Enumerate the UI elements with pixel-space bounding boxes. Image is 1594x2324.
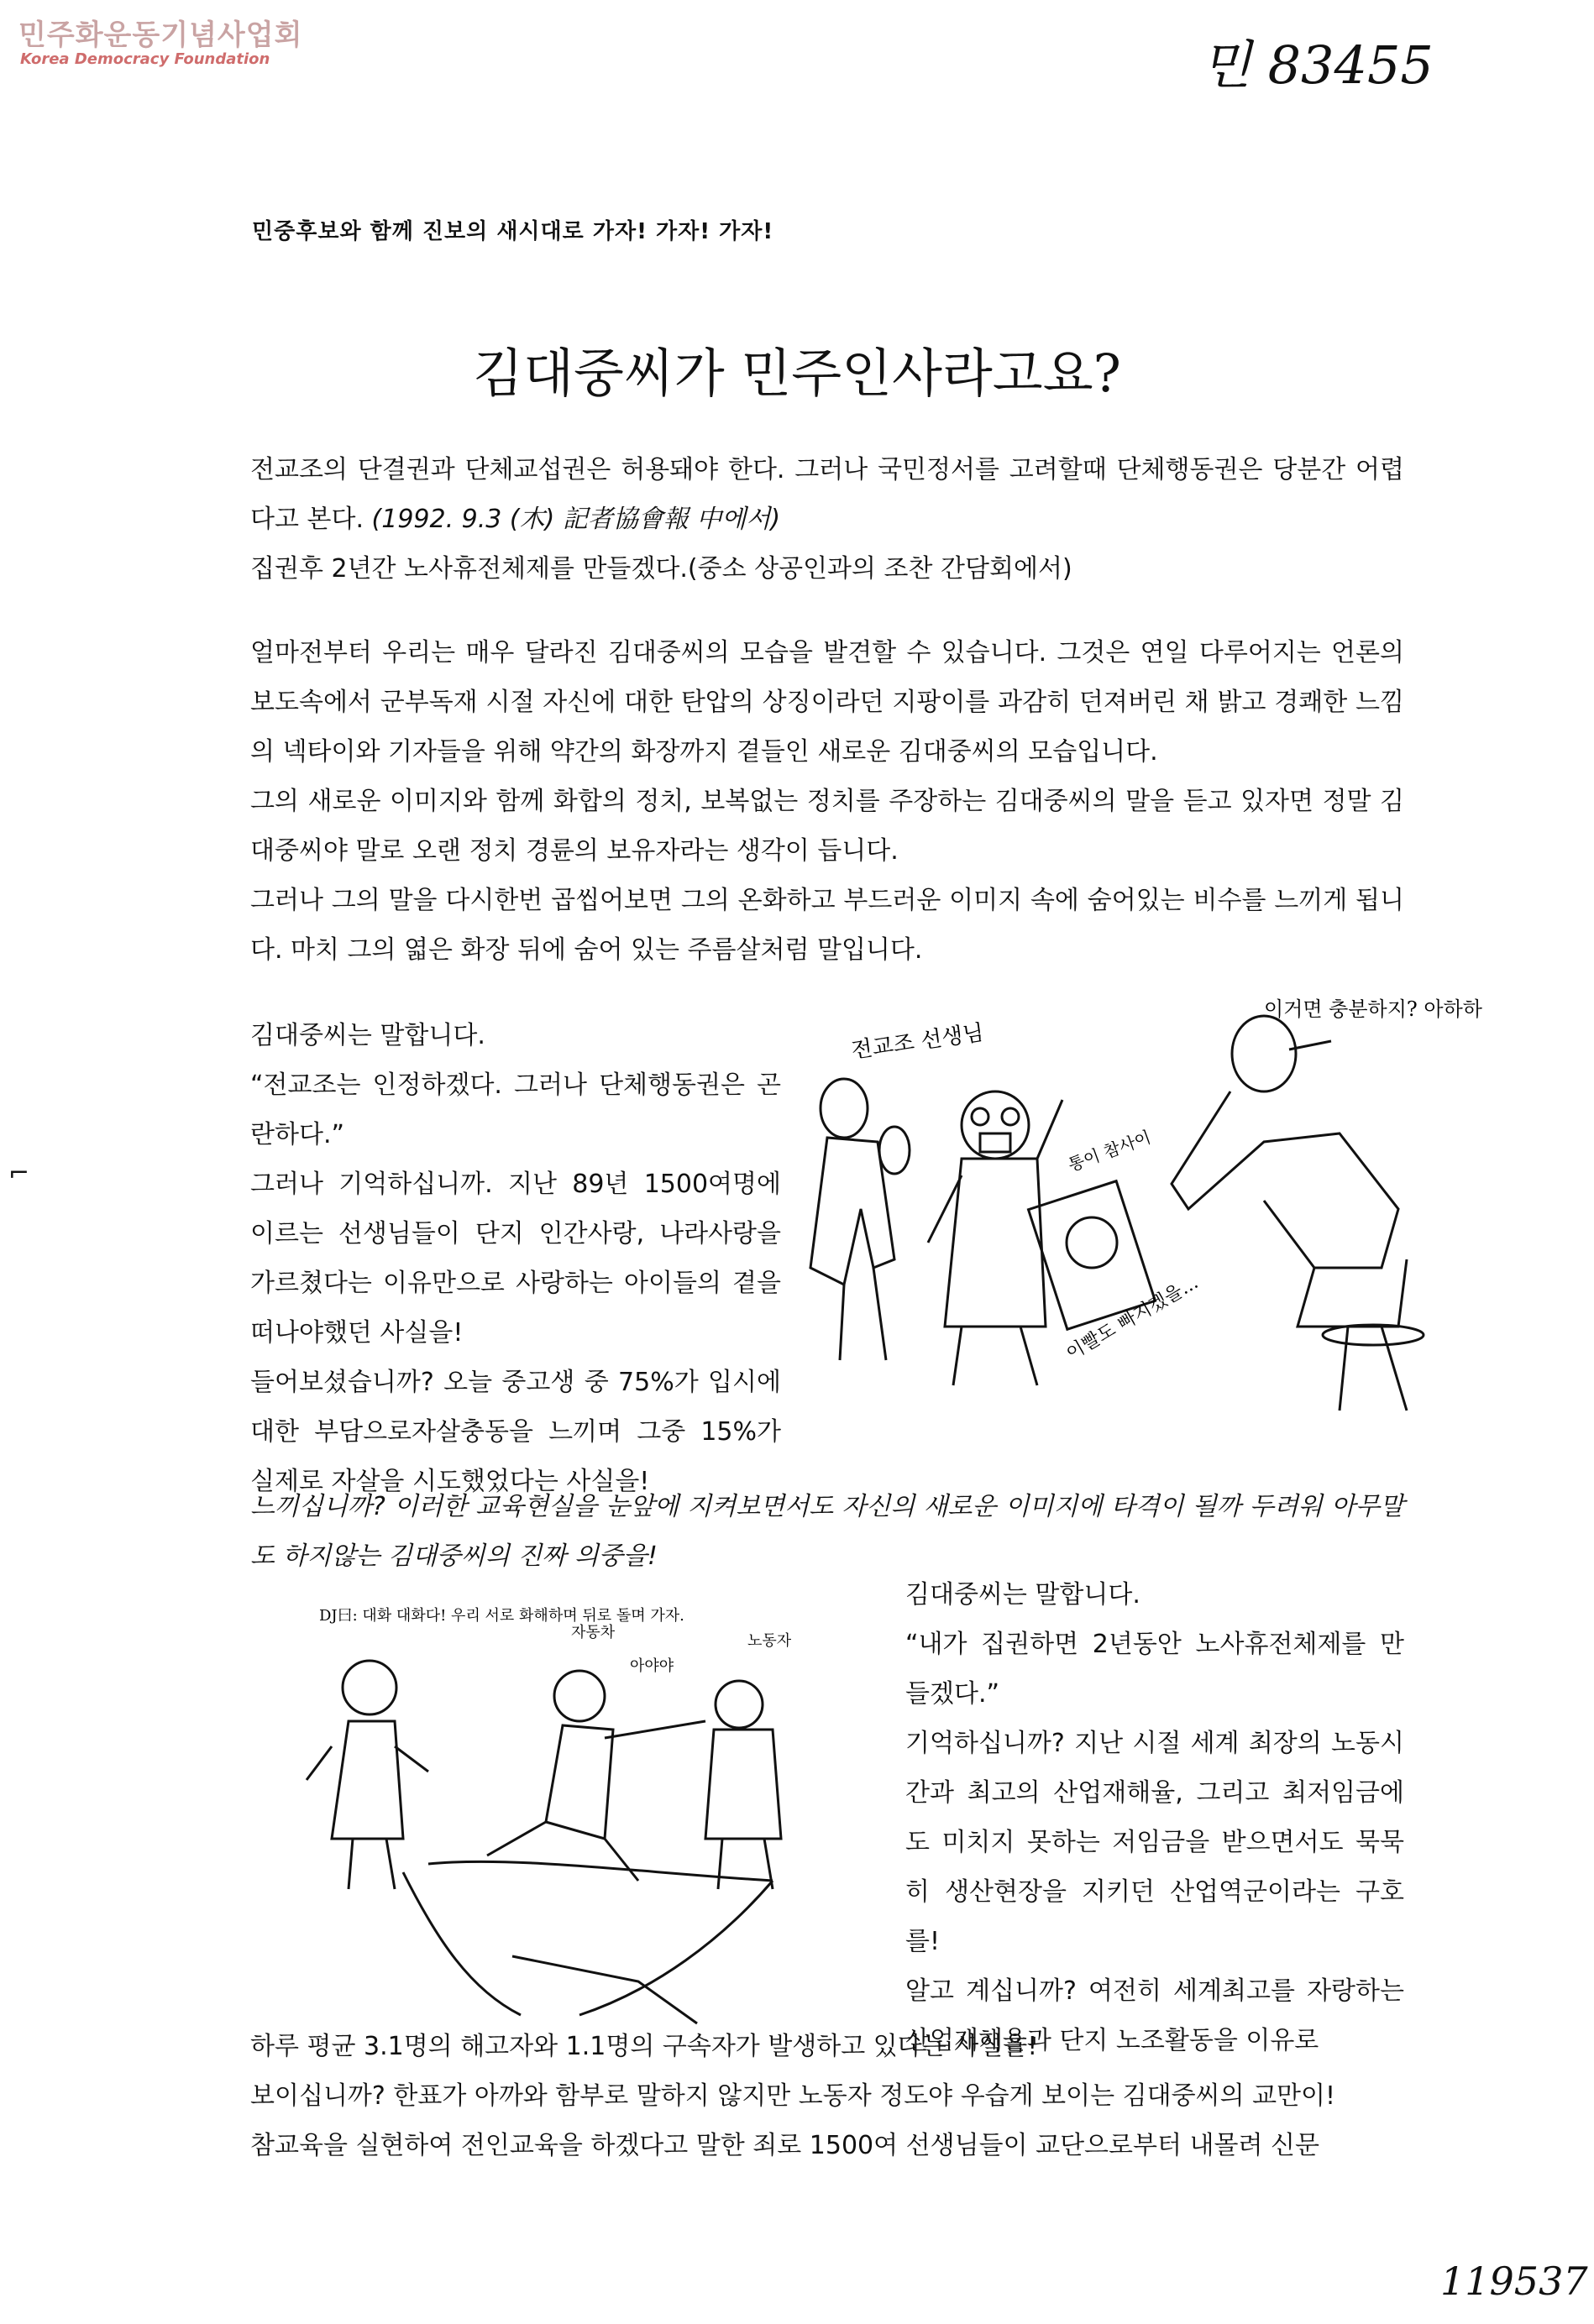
- section2-right: [905, 1570, 1404, 2065]
- quote-text: 전교조의 단결권과 단체교섭권은 허용돼야 한다. 그러나 국민정서를 고려할때 단체행동권은 당분간 어렵다고 본다.: [250, 455, 1404, 534]
- page-number: 119537: [1440, 2259, 1588, 2304]
- cartoon-speech-dj: 이거면 충분하지? 아하하: [1264, 997, 1482, 1021]
- page-title: 김대중씨가 민주인사라고요?: [473, 343, 1121, 404]
- body-top: [250, 628, 1404, 975]
- paragraph: 그러나 그의 말을 다시한번 곱씹어보면 그의 온화하고 부드러운 이미지 속에 숨어있는 비수를 느끼게 됩니다. 마치 그의 엷은 화장 뒤에 숨어 있는 주름살처럼 말입니다.: [250, 886, 1404, 965]
- cartoon-speech-mid2: 아야야: [630, 1657, 674, 1675]
- paragraph: 들어보셨습니까? 오늘 중고생 중 75%가 입시에대한 부담으로자살충동을 느끼며 그중 15%가 실제로 자살을 시도했었다는 사실을!: [250, 1368, 781, 1496]
- quote-source: (중소 상공인과의 조찬 간담회에서): [687, 554, 1072, 584]
- paragraph: 알고 계십니까? 여전히 세계최고를 자랑하는 산업재해율과 단지 노조활동을 이유로: [905, 1976, 1404, 2055]
- quote-line: [250, 544, 1404, 594]
- paragraph: 얼마전부터 우리는 매우 달라진 김대중씨의 모습을 발견할 수 있습니다. 그것은 연일 다루어지는 언론의 보도속에서 군부독재 시절 자신에 대한 탄압의 상징이라던 지팡이를 과감히 던져버린 채 밝고 경쾌한 느낌의 넥타이와 기자들을 위해 약간의 화장까지 곁들인 새로운 김대중씨의 모습입니다.: [250, 638, 1404, 767]
- cartoon-speech-right: 노동자: [747, 1632, 792, 1650]
- paragraph: “내가 집권하면 2년동안 노사휴전체제를 만들겠다.”: [905, 1630, 1404, 1709]
- cartoon-speech-mid: 자동차: [571, 1624, 616, 1641]
- quote-source: (1992. 9.3 (木) 記者協會報 中에서): [371, 505, 781, 534]
- quote-text: 집권후 2년간 노사휴전체제를 만들겠다.: [250, 554, 688, 584]
- archive-number: 민 83455: [1201, 34, 1434, 96]
- paragraph: 보이십니까? 한표가 아까와 함부로 말하지 않지만 노동자 정도야 우습게 보이는 김대중씨의 교만이!: [250, 2081, 1336, 2111]
- paragraph: 그러나 기억하십니까. 지난 89년 1500여명에 이르는 선생님들이 단지 인간사랑, 나라사랑을 가르쳤다는 이유만으로 사랑하는 아이들의 곁을떠나야했던 사실을!: [250, 1170, 781, 1348]
- paragraph: 김대중씨는 말합니다.: [250, 1021, 485, 1050]
- section1-left: [250, 1011, 781, 1506]
- quote-line: [250, 445, 1404, 544]
- foundation-logo-korean: 민주화운동기념사업회: [18, 18, 303, 52]
- paragraph: 그의 새로운 이미지와 함께 화합의 정치, 보복없는 정치를 주장하는 김대중씨의 말을 듣고 있자면 정말 김대중씨야 말로 오랜 정치 경륜의 보유자라는 생각이 듭니다.: [250, 787, 1404, 866]
- cartoon-caption: 이빨도 빠지겠을...: [1062, 1272, 1203, 1365]
- slogan: 민중후보와 함께 진보의 새시대로 가자! 가자! 가자!: [252, 219, 774, 244]
- quote-block: [250, 445, 1404, 594]
- cartoon-sign-text: 통이 참사이: [1065, 1126, 1154, 1175]
- paragraph: 느끼십니까? 이러한 교육현실을 눈앞에 지켜보면서도 자신의 새로운 이미지에 타격이 될까 두려워 아무말도 하지않는 김대중씨의 진짜 의중을!: [250, 1492, 1404, 1571]
- cartoon-dj-and-workers: [302, 1587, 899, 2023]
- cartoon-label-teacher: 전교조 선생님: [849, 1020, 986, 1064]
- paragraph: 기억하십니까? 지난 시절 세계 최장의 노동시간과 최고의 산업재해율, 그리고 최저임금에도 미치지 못하는 저임금을 받으면서도 묵묵히 생산현장을 지키던 산업역군이라는 구호를!: [905, 1729, 1404, 1956]
- section1-closing: [250, 1482, 1404, 1581]
- cartoon-speech-left: DJ曰: 대화 대화다! 우리 서로 화해하며 뒤로 돌며 가자.: [319, 1607, 684, 1625]
- cartoon-teachers-and-dj: [794, 991, 1482, 1461]
- paragraph: “전교조는 인정하겠다. 그러나 단체행동권은 곤란하다.”: [250, 1070, 781, 1149]
- paragraph: 하루 평균 3.1명의 해고자와 1.1명의 구속자가 발생하고 있다는 사실을!: [250, 2032, 1038, 2061]
- section2-full: [250, 2022, 1404, 2170]
- foundation-logo-english: Korea Democracy Foundation: [20, 50, 270, 68]
- paragraph: 참교육을 실현하여 전인교육을 하겠다고 말한 죄로 1500여 선생님들이 교단으로부터 내몰려 신문: [250, 2131, 1319, 2160]
- paragraph: 김대중씨는 말합니다.: [905, 1580, 1140, 1610]
- margin-mark: ⌐: [8, 1159, 30, 1188]
